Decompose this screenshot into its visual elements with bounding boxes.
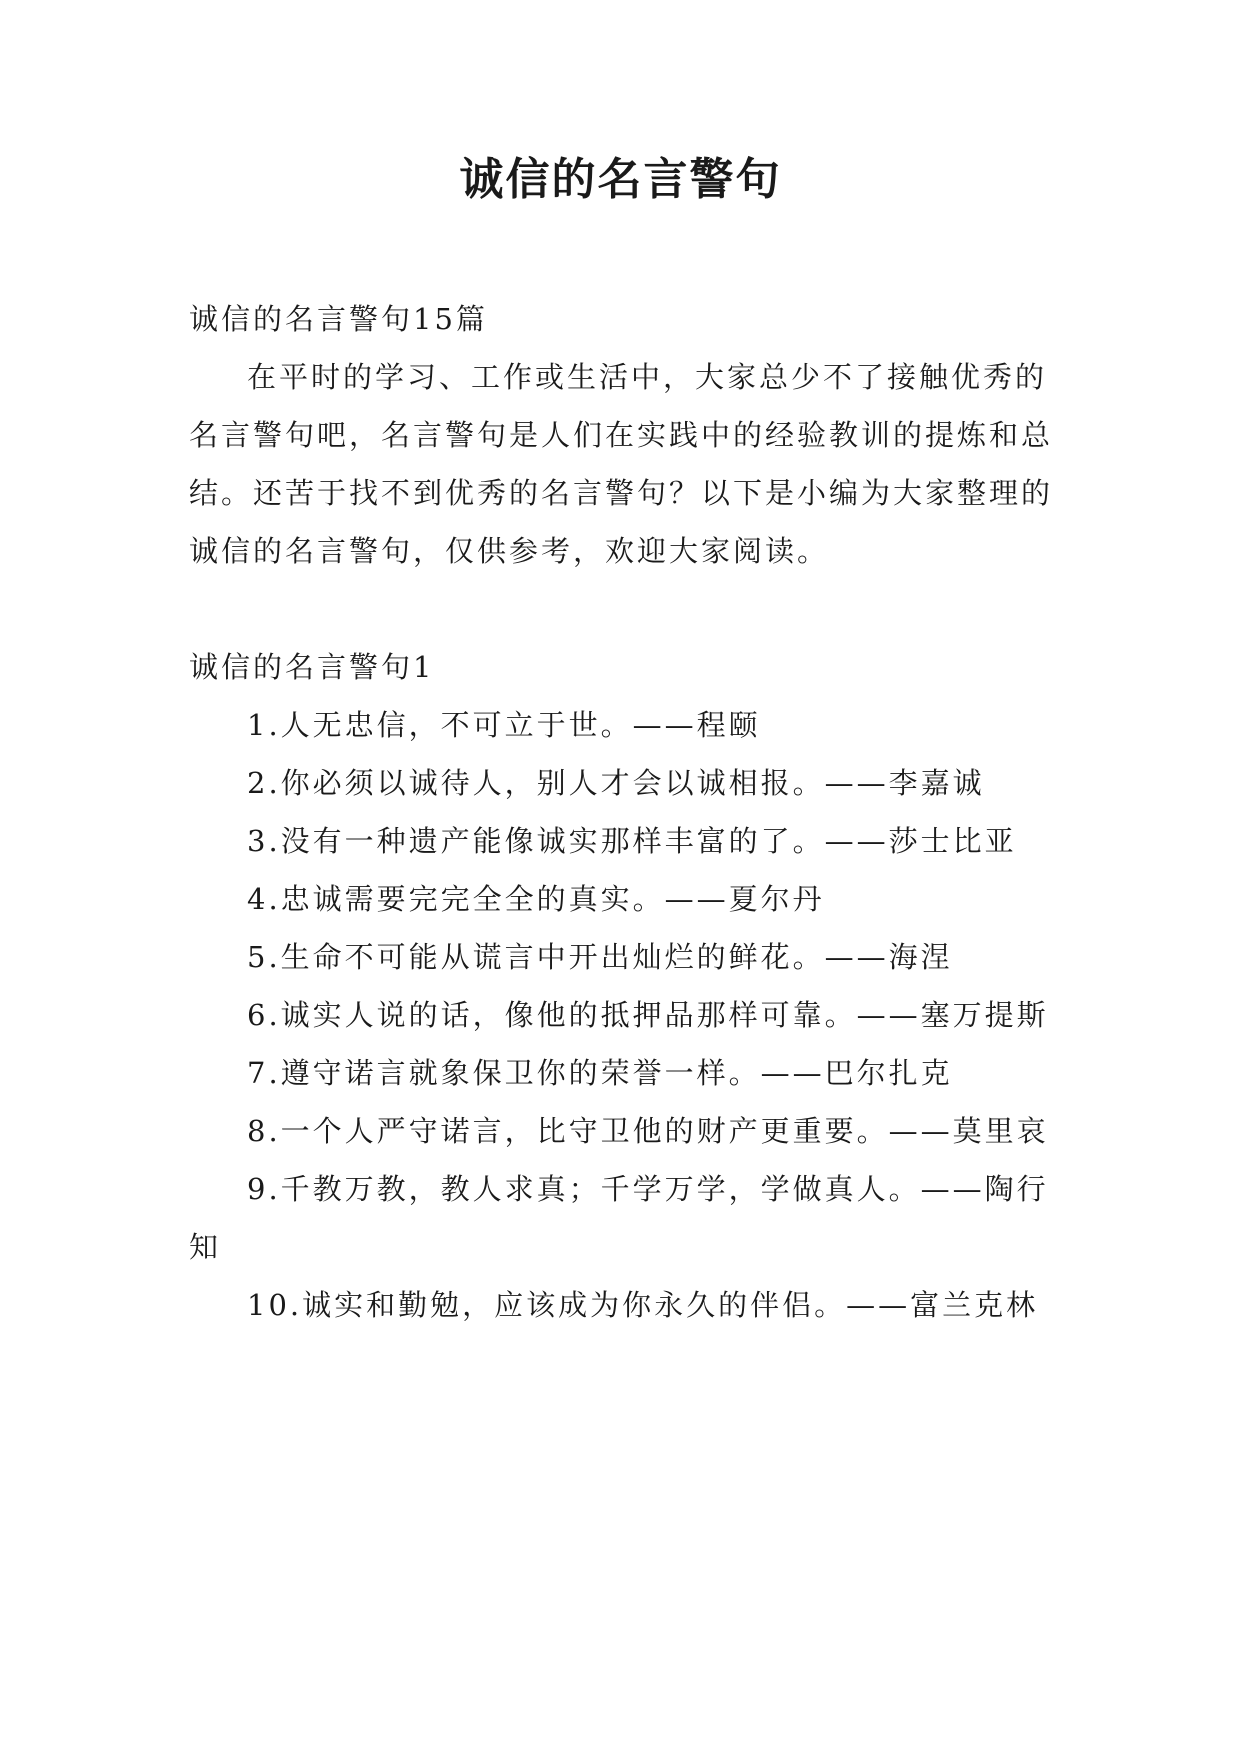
quote-item: 3.没有一种遗产能像诚实那样丰富的了。——莎士比亚: [247, 824, 1017, 858]
quote-item: 6.诚实人说的话，像他的抵押品那样可靠。——塞万提斯: [247, 998, 1049, 1032]
quote-item: 2.你必须以诚待人，别人才会以诚相报。——李嘉诚: [247, 766, 985, 800]
document-body: [189, 290, 1055, 1334]
document-subtitle: 诚信的名言警句15篇: [189, 302, 488, 336]
quote-item: 8.一个人严守诺言，比守卫他的财产更重要。——莫里哀: [247, 1114, 1049, 1148]
quote-item: 1.人无忠信，不可立于世。——程颐: [247, 708, 761, 742]
section-heading: 诚信的名言警句1: [189, 650, 435, 684]
quote-item: 5.生命不可能从谎言中开出灿烂的鲜花。——海涅: [247, 940, 953, 974]
quote-item: 4.忠诚需要完完全全的真实。——夏尔丹: [247, 882, 825, 916]
intro-paragraph: 在平时的学习、工作或生活中，大家总少不了接触优秀的名言警句吧，名言警句是人们在实践中的经验教训的提炼和总结。还苦于找不到优秀的名言警句？以下是小编为大家整理的诚信的名言警句，仅供参考，欢迎大家阅读。: [189, 360, 1054, 568]
paragraph-spacer: [189, 580, 1055, 638]
document-title: 诚信的名言警句: [459, 154, 782, 205]
quote-item: 7.遵守诺言就象保卫你的荣誉一样。——巴尔扎克: [247, 1056, 953, 1090]
quote-item: 9.千教万教，教人求真；千学万学，学做真人。——陶行知: [189, 1172, 1049, 1264]
quote-item: 10.诚实和勤勉，应该成为你永久的伴侣。——富兰克林: [247, 1288, 1039, 1322]
